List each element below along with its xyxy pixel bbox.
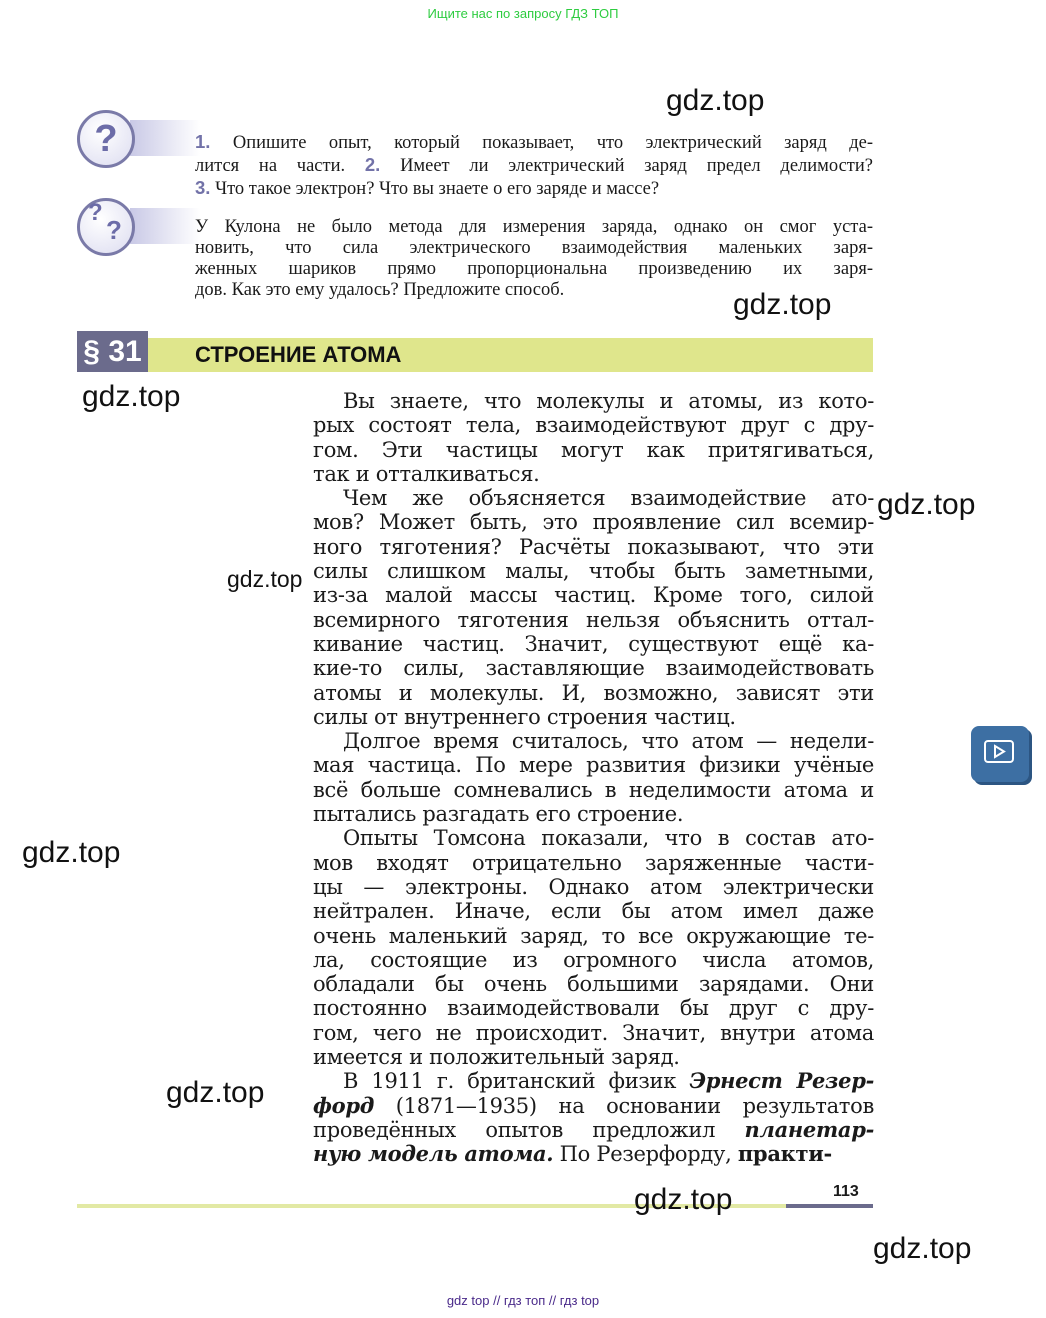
- emphasized-term: практи-: [737, 1141, 832, 1167]
- text-segment: из-за малой массы частиц. Кроме того, силой: [313, 583, 874, 608]
- question-number: 3.: [195, 177, 211, 198]
- text-line: [313, 729, 874, 753]
- text-line: [195, 259, 873, 280]
- text-segment: всемирного тяготения нельзя объяснить оттал-: [313, 607, 874, 632]
- watermark: gdz.top: [82, 380, 181, 413]
- text-line: [313, 778, 874, 802]
- page-number: 113: [833, 1183, 859, 1200]
- text-segment: рых состоят тела, взаимодействуют друг с дру-: [313, 413, 874, 438]
- text-line: [313, 753, 874, 777]
- emphasized-term: форд: [313, 1092, 375, 1118]
- watermark: gdz.top: [634, 1183, 733, 1216]
- text-line: [313, 608, 874, 632]
- text-line: [195, 131, 873, 154]
- text-line: [313, 438, 874, 462]
- question-number: 1.: [195, 131, 211, 152]
- video-button[interactable]: [971, 726, 1029, 782]
- text-line: [313, 972, 874, 996]
- text-line: [195, 177, 873, 200]
- text-line: [313, 875, 874, 899]
- text-segment: (1871—1935) на основании результатов: [374, 1093, 874, 1118]
- video-play-icon: [971, 726, 1029, 782]
- text-segment: гом, чего не происходит. Значит, внутри атома: [313, 1020, 874, 1045]
- emphasized-term: планетар-: [744, 1116, 874, 1142]
- body-text: [313, 389, 874, 1167]
- text-segment: Опишите опыт, который показывает, что электрический заряд де-: [210, 133, 873, 153]
- text-line: [313, 948, 874, 972]
- text-line: [195, 238, 873, 259]
- watermark: gdz.top: [227, 566, 303, 592]
- text-line: [313, 632, 874, 656]
- text-line: [313, 1045, 874, 1069]
- text-segment: мов? Может быть, это проявление сил всемир-: [313, 510, 874, 535]
- question-circle-icon: ?: [77, 110, 135, 168]
- text-line: [313, 1021, 874, 1045]
- text-line: [313, 802, 874, 826]
- text-segment: силы слишком малы, чтобы быть заметными,: [313, 559, 874, 584]
- text-segment: новить, что сила электрического взаимодействия маленьких заря-: [195, 238, 873, 258]
- text-line: [313, 996, 874, 1020]
- text-segment: гом. Эти частицы могут как притягиваться,: [313, 437, 874, 462]
- text-line: [313, 851, 874, 875]
- text-segment: обладали бы очень большими зарядами. Они: [313, 972, 874, 997]
- text-line: [313, 510, 874, 534]
- text-segment: кивание частиц. Значит, существуют ещё ка-: [313, 631, 874, 656]
- speech-bubbles-question-icon: ? ?: [77, 198, 135, 256]
- search-hint: Ищите нас по запросу ГДЗ ТОП: [427, 6, 619, 21]
- text-segment: Чем же объясняется взаимодействие ато-: [343, 486, 874, 511]
- text-line: [313, 681, 874, 705]
- text-line: [313, 486, 874, 510]
- text-line: [195, 154, 873, 177]
- watermark: gdz.top: [873, 1232, 972, 1265]
- text-line: [313, 1142, 874, 1166]
- text-segment: мая частица. По мере развития физики учёные: [313, 753, 874, 778]
- text-segment: имеется и положительный заряд.: [313, 1045, 680, 1070]
- text-segment: кие-то силы, заставляющие взаимодействовать: [313, 656, 874, 681]
- text-line: [313, 559, 874, 583]
- text-segment: В 1911 г. британский физик: [343, 1069, 690, 1094]
- text-segment: нейтрален. Иначе, если бы атом имел даже: [313, 899, 874, 924]
- text-line: [313, 1094, 874, 1118]
- text-segment: Что такое электрон? Что вы знаете о его заряде и массе?: [210, 179, 660, 199]
- text-segment: Вы знаете, что молекулы и атомы, из кото-: [343, 389, 874, 413]
- text-line: [313, 535, 874, 559]
- text-line: [313, 924, 874, 948]
- watermark: gdz.top: [666, 84, 765, 117]
- text-segment: У Кулона не было метода для измерения заряда, однако он смог уста-: [195, 217, 873, 237]
- footer-rule-accent: [786, 1204, 873, 1208]
- text-line: [313, 656, 874, 680]
- text-segment: лится на части.: [195, 156, 365, 176]
- question-number: 2.: [364, 154, 381, 175]
- text-segment: женных шариков прямо пропорциональна произведению их заря-: [195, 259, 873, 279]
- watermark: gdz.top: [877, 488, 976, 521]
- text-segment: постоянно взаимодействовали бы друг с дру-: [313, 996, 874, 1021]
- text-segment: пытались разгадать его строение.: [313, 802, 684, 827]
- review-questions: [195, 131, 873, 200]
- text-segment: дов. Как это ему удалось? Предложите способ.: [195, 280, 565, 300]
- footer-links: gdz top // гдз топ // гдз top: [446, 1293, 600, 1308]
- text-line: [313, 1118, 874, 1142]
- text-line: [313, 826, 874, 850]
- text-line: [195, 217, 873, 238]
- text-line: [313, 583, 874, 607]
- text-line: [313, 389, 874, 413]
- text-segment: атомы и молекулы. И, возможно, зависят эти: [313, 680, 874, 705]
- text-segment: проведённых опытов предложил: [313, 1117, 745, 1142]
- text-segment: ного тяготения? Расчёты показывают, что эти: [313, 534, 874, 559]
- text-segment: Опыты Томсона показали, что в состав ато-: [343, 826, 874, 851]
- watermark: gdz.top: [22, 836, 121, 869]
- emphasized-term: Эрнест Резер-: [689, 1068, 874, 1094]
- text-segment: очень маленький заряд, то все окружающие те-: [313, 923, 874, 948]
- text-line: [313, 462, 874, 486]
- text-segment: ла, состоящие из огромного числа атомов,: [313, 947, 874, 972]
- text-segment: мов входят отрицательно заряженные части-: [313, 850, 874, 875]
- discussion-band: [130, 208, 200, 244]
- section-number: § 31: [77, 331, 148, 372]
- text-segment: Долгое время считалось, что атом — недели-: [343, 729, 874, 754]
- text-line: [313, 1069, 874, 1093]
- watermark: gdz.top: [166, 1076, 265, 1109]
- text-segment: цы — электроны. Однако атом электрически: [313, 874, 874, 899]
- text-segment: всё больше сомневались в неделимости атома и: [313, 777, 874, 802]
- section-title: СТРОЕНИЕ АТОМА: [195, 342, 402, 367]
- text-segment: так и отталкиваться.: [313, 461, 540, 486]
- watermark: gdz.top: [733, 288, 832, 321]
- text-segment: По Резерфорду,: [553, 1142, 738, 1167]
- text-segment: силы от внутреннего строения частиц.: [313, 704, 736, 729]
- emphasized-term: ную модель атома.: [313, 1141, 554, 1167]
- text-line: [313, 899, 874, 923]
- text-line: [313, 413, 874, 437]
- text-segment: Имеет ли электрический заряд предел делимости?: [380, 156, 873, 176]
- question-band: [130, 120, 200, 156]
- text-line: [313, 705, 874, 729]
